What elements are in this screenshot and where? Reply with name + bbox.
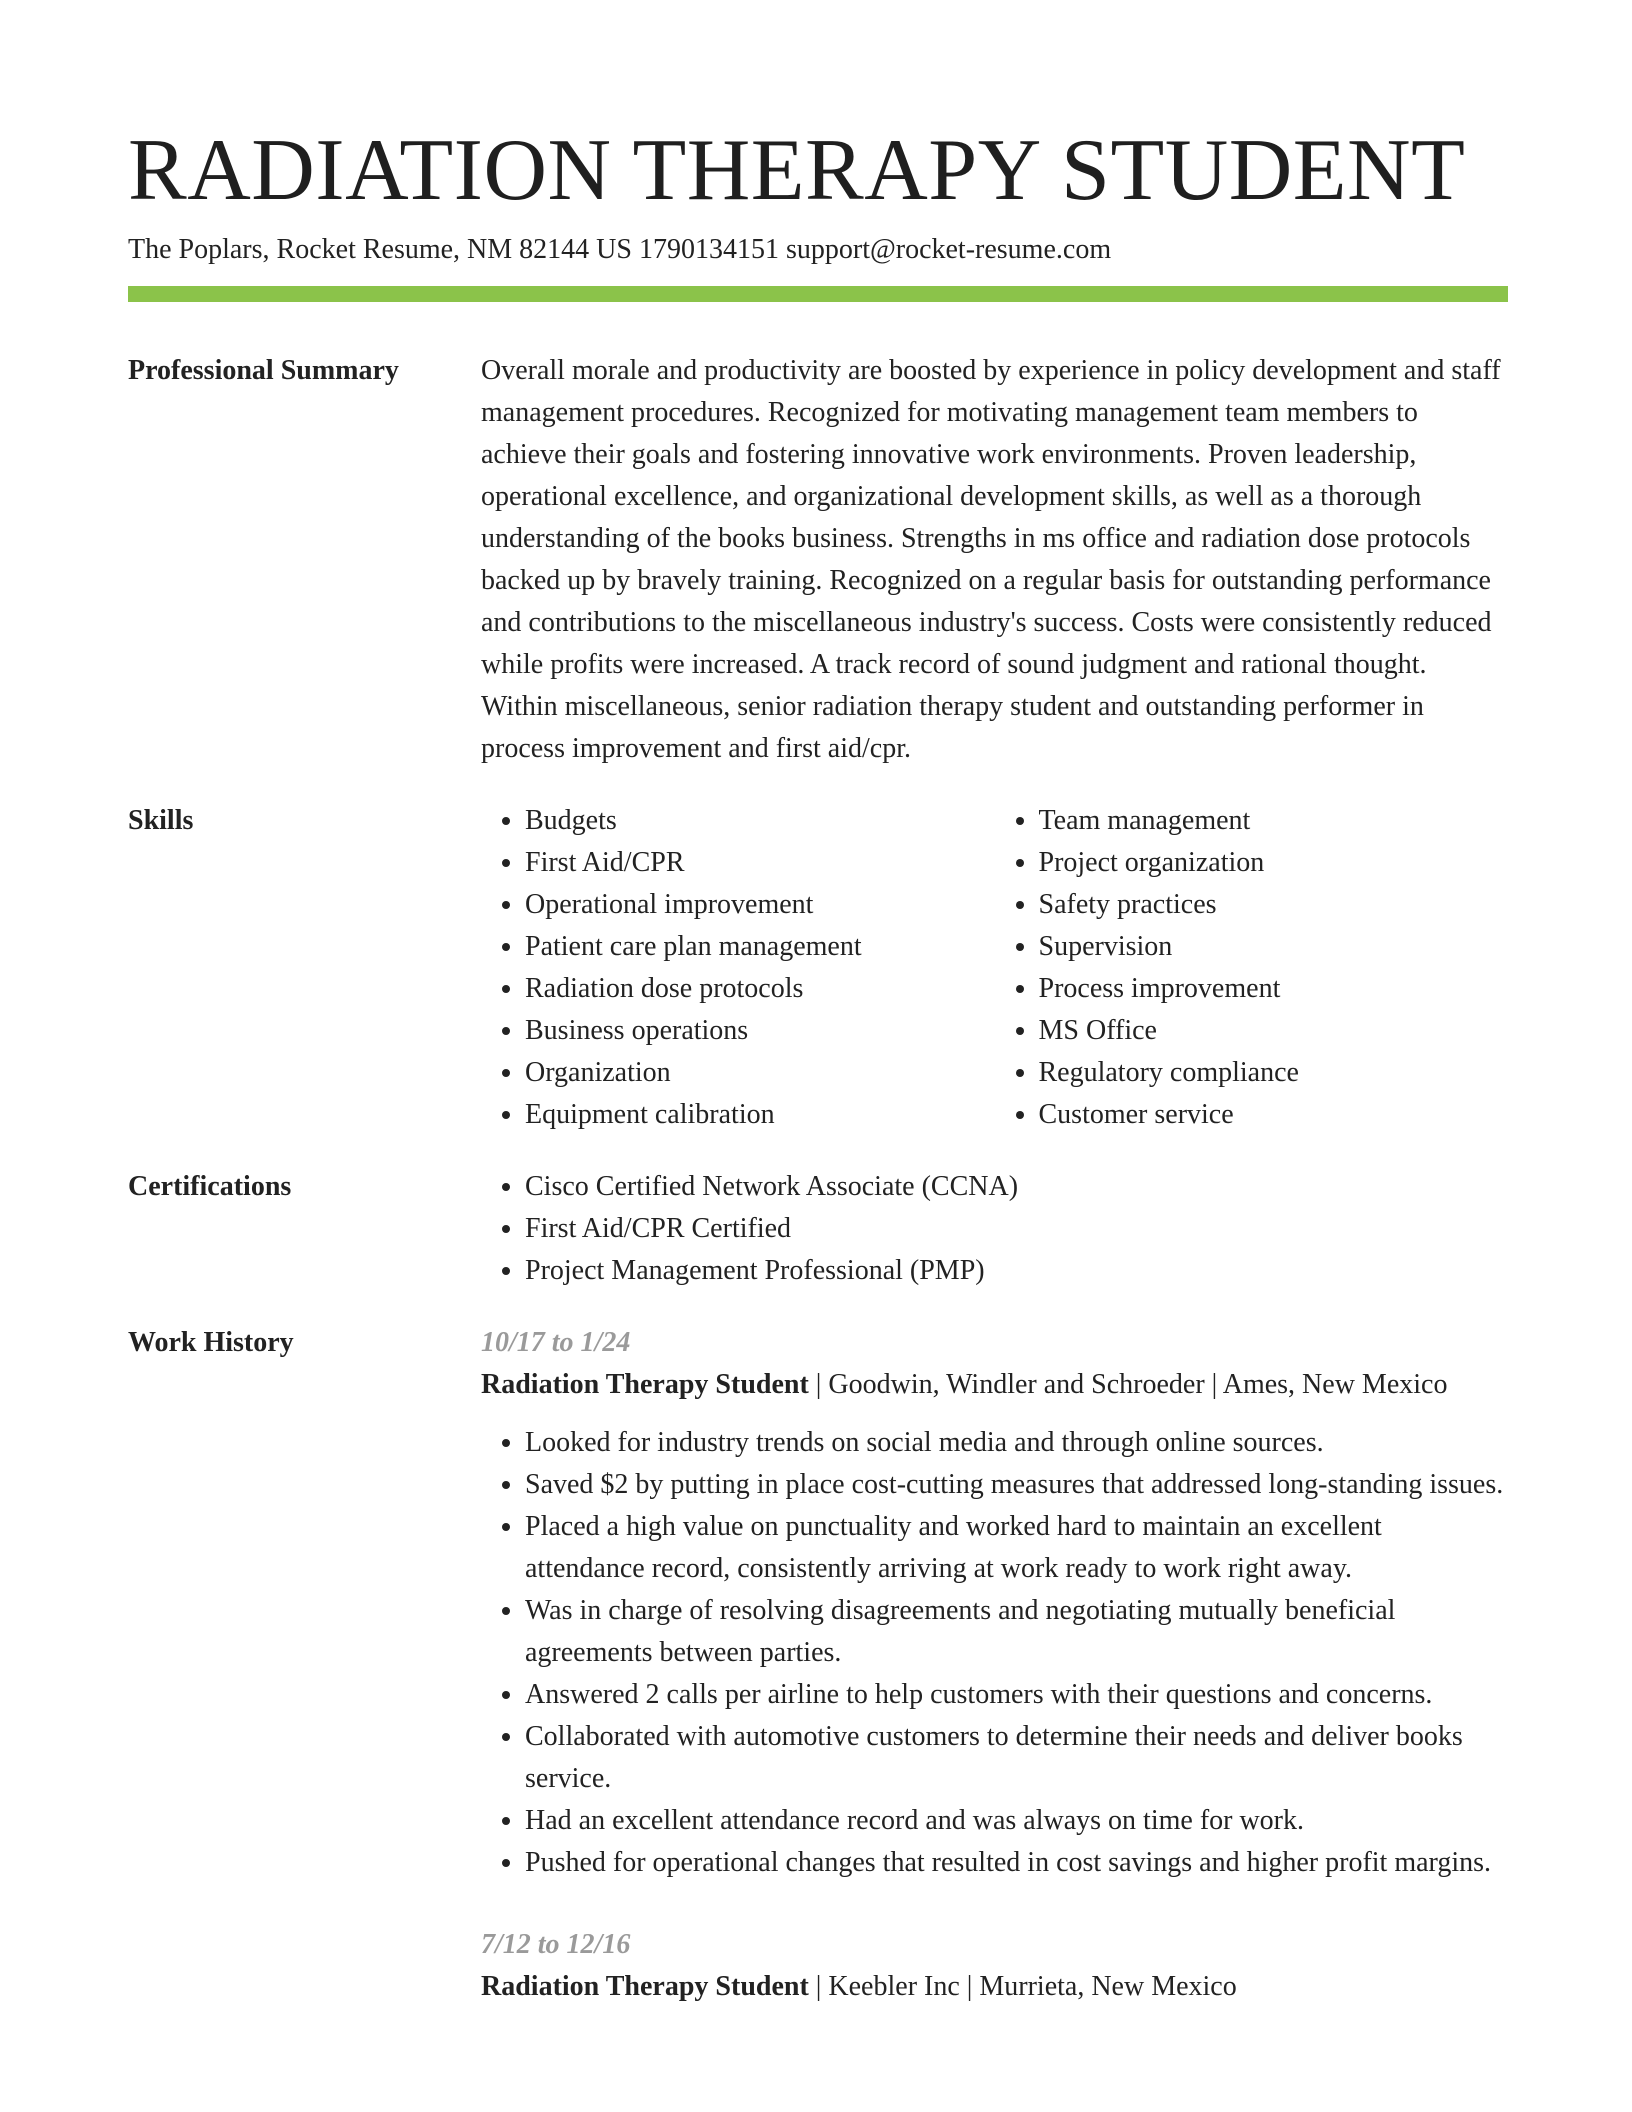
job-title: Radiation Therapy Student [481, 1971, 809, 2002]
job-title: Radiation Therapy Student [481, 1369, 809, 1400]
job-entry [481, 1322, 1508, 1884]
skill-item: • Radiation dose protocols [525, 968, 995, 1010]
skills-list-right [995, 800, 1509, 1136]
skill-item: • Business operations [525, 1010, 995, 1052]
section-label-certifications: Certifications [128, 1171, 292, 1202]
skill-item: • Safety practices [1039, 884, 1509, 926]
skills-grid [481, 800, 1508, 1136]
job-dates: 7/12 to 12/16 [481, 1929, 631, 1960]
job-bullets [481, 1422, 1508, 1884]
certifications-list [481, 1166, 1508, 1292]
job-bullet: • Answered 2 calls per airline to help customers with their questions and concerns. [525, 1674, 1508, 1716]
summary-body [481, 350, 1508, 770]
skill-item: • Budgets [525, 800, 995, 842]
skill-item: • MS Office [1039, 1010, 1509, 1052]
job-location: Ames, New Mexico [1222, 1369, 1448, 1400]
skill-item: • Customer service [1039, 1094, 1509, 1136]
section-skills [128, 800, 1508, 1136]
section-label-work-history: Work History [128, 1327, 294, 1358]
job-company: Keebler Inc [828, 1971, 960, 2002]
job-heading: Radiation Therapy Student | Goodwin, Windler and Schroeder | Ames, New Mexico [481, 1369, 1448, 1400]
job-bullet: • Was in charge of resolving disagreements and negotiating mutually beneficial agreements between parties. [525, 1590, 1508, 1674]
job-entry [481, 1924, 1508, 2008]
skill-item: • Organization [525, 1052, 995, 1094]
job-heading: Radiation Therapy Student | Keebler Inc | Murrieta, New Mexico [481, 1971, 1237, 2002]
phone: 1790134151 [638, 234, 779, 265]
email: support@rocket-resume.com [785, 234, 1112, 265]
skill-item: • Supervision [1039, 926, 1509, 968]
job-bullet: • Placed a high value on punctuality and worked hard to maintain an excellent attendance record, consistently arriving at work ready to work right away. [525, 1506, 1508, 1590]
skill-item: • Equipment calibration [525, 1094, 995, 1136]
certifications-body [481, 1166, 1508, 1292]
resume-sections [128, 350, 1508, 2078]
address: The Poplars, Rocket Resume, NM 82144 US [128, 234, 632, 265]
section-label-skills: Skills [128, 805, 194, 836]
job-bullet: • Pushed for operational changes that resulted in cost savings and higher profit margins. [525, 1842, 1508, 1884]
work-history-body [481, 1322, 1508, 2048]
job-dates: 10/17 to 1/24 [481, 1327, 631, 1358]
certification-item: • First Aid/CPR Certified [525, 1208, 1508, 1250]
job-bullet: • Had an excellent attendance record and was always on time for work. [525, 1800, 1508, 1842]
skill-item: • Regulatory compliance [1039, 1052, 1509, 1094]
job-location: Murrieta, New Mexico [979, 1971, 1237, 2002]
accent-divider [128, 286, 1508, 302]
summary-text: Overall morale and productivity are boosted by experience in policy development and staff management procedures. Recognized for motivating management team members to achieve their goals and fostering innovative work environments. Proven leadership, operational excellence, and organizational development skills, as well as a thorough understanding of the books business. Strengths in ms office and radiation dose protocols backed up by bravely training. Recognized on a regular basis for outstanding performance and contributions to the miscellaneous industry's success. Costs were consistently reduced while profits were increased. A track record of sound judgment and rational thought. Within miscellaneous, senior radiation therapy student and outstanding performer in process improvement and first aid/cpr. [481, 355, 1501, 764]
skill-item: • Operational improvement [525, 884, 995, 926]
section-work-history [128, 1322, 1508, 2048]
skill-item: • Process improvement [1039, 968, 1509, 1010]
section-label-summary: Professional Summary [128, 355, 399, 386]
job-bullet: • Collaborated with automotive customers to determine their needs and deliver books service. [525, 1716, 1508, 1800]
skill-item: • First Aid/CPR [525, 842, 995, 884]
skill-item: • Team management [1039, 800, 1509, 842]
certification-item: • Project Management Professional (PMP) [525, 1250, 1508, 1292]
section-certifications [128, 1166, 1508, 1292]
contact-line [128, 232, 1111, 268]
skill-item: • Project organization [1039, 842, 1509, 884]
section-summary [128, 350, 1508, 770]
resume-title: RADIATION THERAPY STUDENT [128, 122, 1466, 219]
skill-item: • Patient care plan management [525, 926, 995, 968]
skills-list-left [481, 800, 995, 1136]
job-bullet: • Saved $2 by putting in place cost-cutting measures that addressed long-standing issues. [525, 1464, 1508, 1506]
certification-item: • Cisco Certified Network Associate (CCNA) [525, 1166, 1508, 1208]
job-company: Goodwin, Windler and Schroeder [828, 1369, 1205, 1400]
job-bullet: • Looked for industry trends on social media and through online sources. [525, 1422, 1508, 1464]
